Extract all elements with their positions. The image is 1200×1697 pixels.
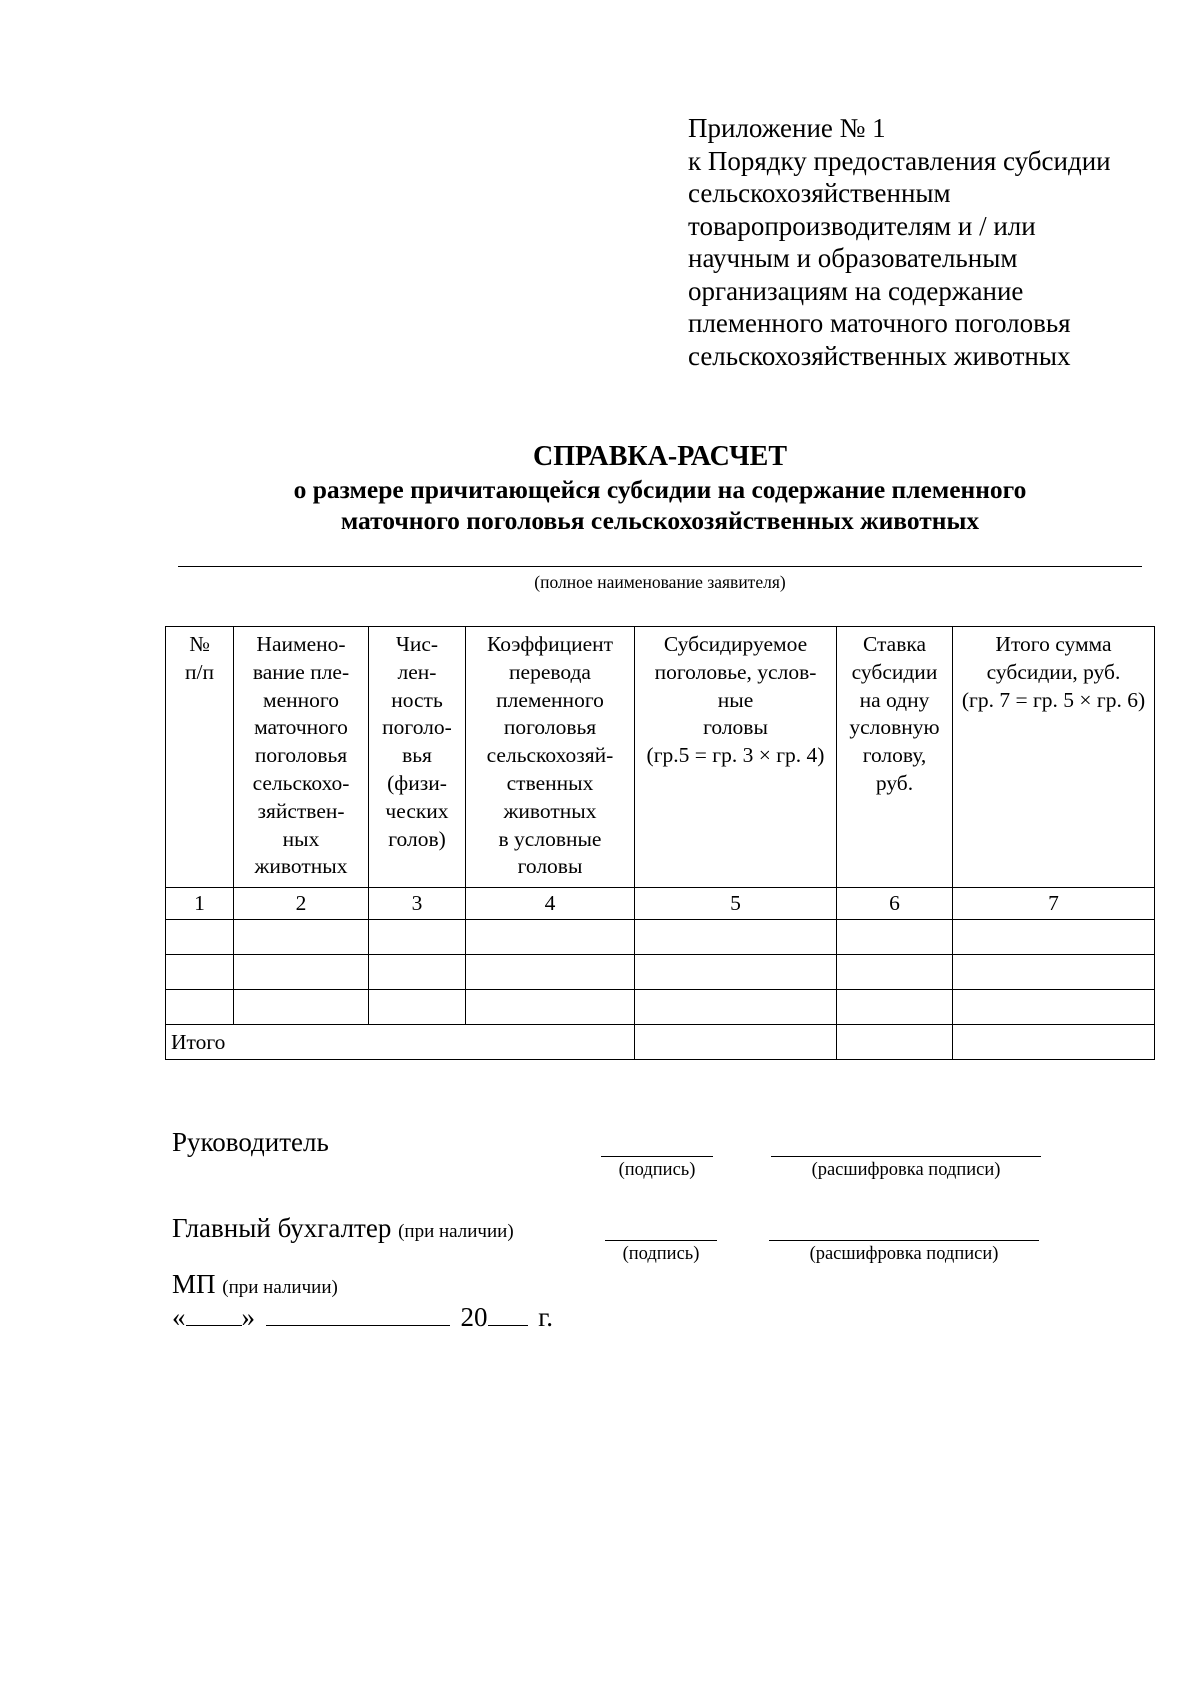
head-decryption-line[interactable] (771, 1156, 1041, 1157)
table-total-row (166, 1025, 1155, 1060)
header-cell-count: Чис- лен- ность поголо- вья (физи- ческих голов) (369, 627, 466, 888)
table-cell[interactable] (466, 920, 635, 955)
table-row (166, 920, 1155, 955)
decryption-caption: (расшифровка подписи) (811, 1160, 1001, 1180)
applicant-name-field[interactable] (178, 566, 1142, 567)
table-cell[interactable] (837, 955, 953, 990)
table-cell[interactable] (466, 990, 635, 1025)
table-cell[interactable] (166, 920, 234, 955)
head-label: Руководитель (172, 1127, 329, 1157)
header-cell-subsidized-heads: Субсидируемое поголовье, услов- ные головы (гр.5 = гр. 3 × гр. 4) (635, 627, 837, 888)
total-cell[interactable] (953, 1025, 1155, 1060)
total-cell[interactable] (635, 1025, 837, 1060)
applicant-name-caption: (полное наименование заявителя) (534, 572, 786, 592)
appendix-line: сельскохозяйственных животных (688, 340, 1071, 371)
date-open-quote: « (172, 1302, 186, 1332)
table-row (166, 955, 1155, 990)
table-header-row (166, 627, 1155, 888)
appendix-line: научным и образовательным (688, 243, 1018, 273)
appendix-line: сельскохозяйственным (688, 178, 951, 208)
table-cell[interactable] (234, 955, 369, 990)
total-label: Итого (166, 1025, 635, 1060)
accountant-note: (при наличии) (398, 1221, 514, 1242)
table-cell[interactable] (166, 990, 234, 1025)
header-cell-total-sum: Итого сумма субсидии, руб. (гр. 7 = гр. 5 × гр. 6) (953, 627, 1155, 888)
column-number: 4 (466, 888, 635, 920)
header-cell-rate: Ставка субсидии на одну условную голову, руб. (837, 627, 953, 888)
table-cell[interactable] (837, 920, 953, 955)
table-cell[interactable] (369, 920, 466, 955)
table-cell[interactable] (166, 955, 234, 990)
seal-note: (при наличии) (222, 1277, 338, 1298)
column-number: 6 (837, 888, 953, 920)
accountant-decryption-line[interactable] (769, 1240, 1039, 1241)
table-row (166, 990, 1155, 1025)
signature-caption: (подпись) (618, 1160, 696, 1180)
appendix-line: племенного маточного поголовья (688, 308, 1071, 338)
table-cell[interactable] (369, 955, 466, 990)
column-number: 1 (166, 888, 234, 920)
decryption-caption: (расшифровка подписи) (809, 1244, 999, 1264)
document-title-sub: о размере причитающейся субсидии на содержание племенного (293, 475, 1027, 504)
table-cell[interactable] (466, 955, 635, 990)
date-year-blank[interactable] (488, 1301, 528, 1326)
document-title-sub: маточного поголовья сельскохозяйственных животных (340, 506, 980, 535)
accountant-label (172, 1212, 514, 1248)
accountant-label-text: Главный бухгалтер (172, 1213, 392, 1243)
table-cell[interactable] (369, 990, 466, 1025)
seal-label (172, 1268, 338, 1304)
date-close-quote: » (241, 1302, 255, 1332)
signature-caption: (подпись) (622, 1244, 700, 1264)
date-year-prefix: 20 (460, 1302, 488, 1332)
total-cell[interactable] (837, 1025, 953, 1060)
date-day-blank[interactable] (186, 1301, 242, 1326)
date-year-suffix: г. (538, 1302, 554, 1332)
header-cell-number: № п/п (166, 627, 234, 888)
seal-label-text: МП (172, 1269, 216, 1299)
document-title-main: СПРАВКА-РАСЧЕТ (532, 441, 788, 472)
table-cell[interactable] (953, 955, 1155, 990)
calculation-table (165, 626, 1155, 1060)
table-cell[interactable] (953, 920, 1155, 955)
column-number: 7 (953, 888, 1155, 920)
table-cell[interactable] (234, 990, 369, 1025)
document-title (150, 440, 1170, 536)
column-number: 5 (635, 888, 837, 920)
table-cell[interactable] (635, 955, 837, 990)
appendix-note (688, 112, 1168, 372)
table-cell[interactable] (837, 990, 953, 1025)
head-signature-line[interactable] (601, 1156, 713, 1157)
table-cell[interactable] (635, 990, 837, 1025)
table-cell[interactable] (635, 920, 837, 955)
table-cell[interactable] (234, 920, 369, 955)
column-number-row (166, 888, 1155, 920)
table-cell[interactable] (953, 990, 1155, 1025)
column-number: 3 (369, 888, 466, 920)
accountant-signature-line[interactable] (605, 1240, 717, 1241)
header-cell-coefficient: Коэффициент перевода племенного поголовья сельскохозяй- ственных животных в условные головы (466, 627, 635, 888)
appendix-line: к Порядку предоставления субсидии (688, 145, 1111, 176)
appendix-line: Приложение № 1 (688, 113, 886, 143)
date-month-blank[interactable] (266, 1301, 450, 1326)
header-cell-name: Наимено- вание пле- менного маточного поголовья сельскохо- зяйствен- ных животных (234, 627, 369, 888)
appendix-line: организациям на содержание (688, 275, 1024, 306)
date-field (172, 1301, 553, 1333)
column-number: 2 (234, 888, 369, 920)
appendix-line: товаропроизводителям и / или (688, 210, 1036, 241)
